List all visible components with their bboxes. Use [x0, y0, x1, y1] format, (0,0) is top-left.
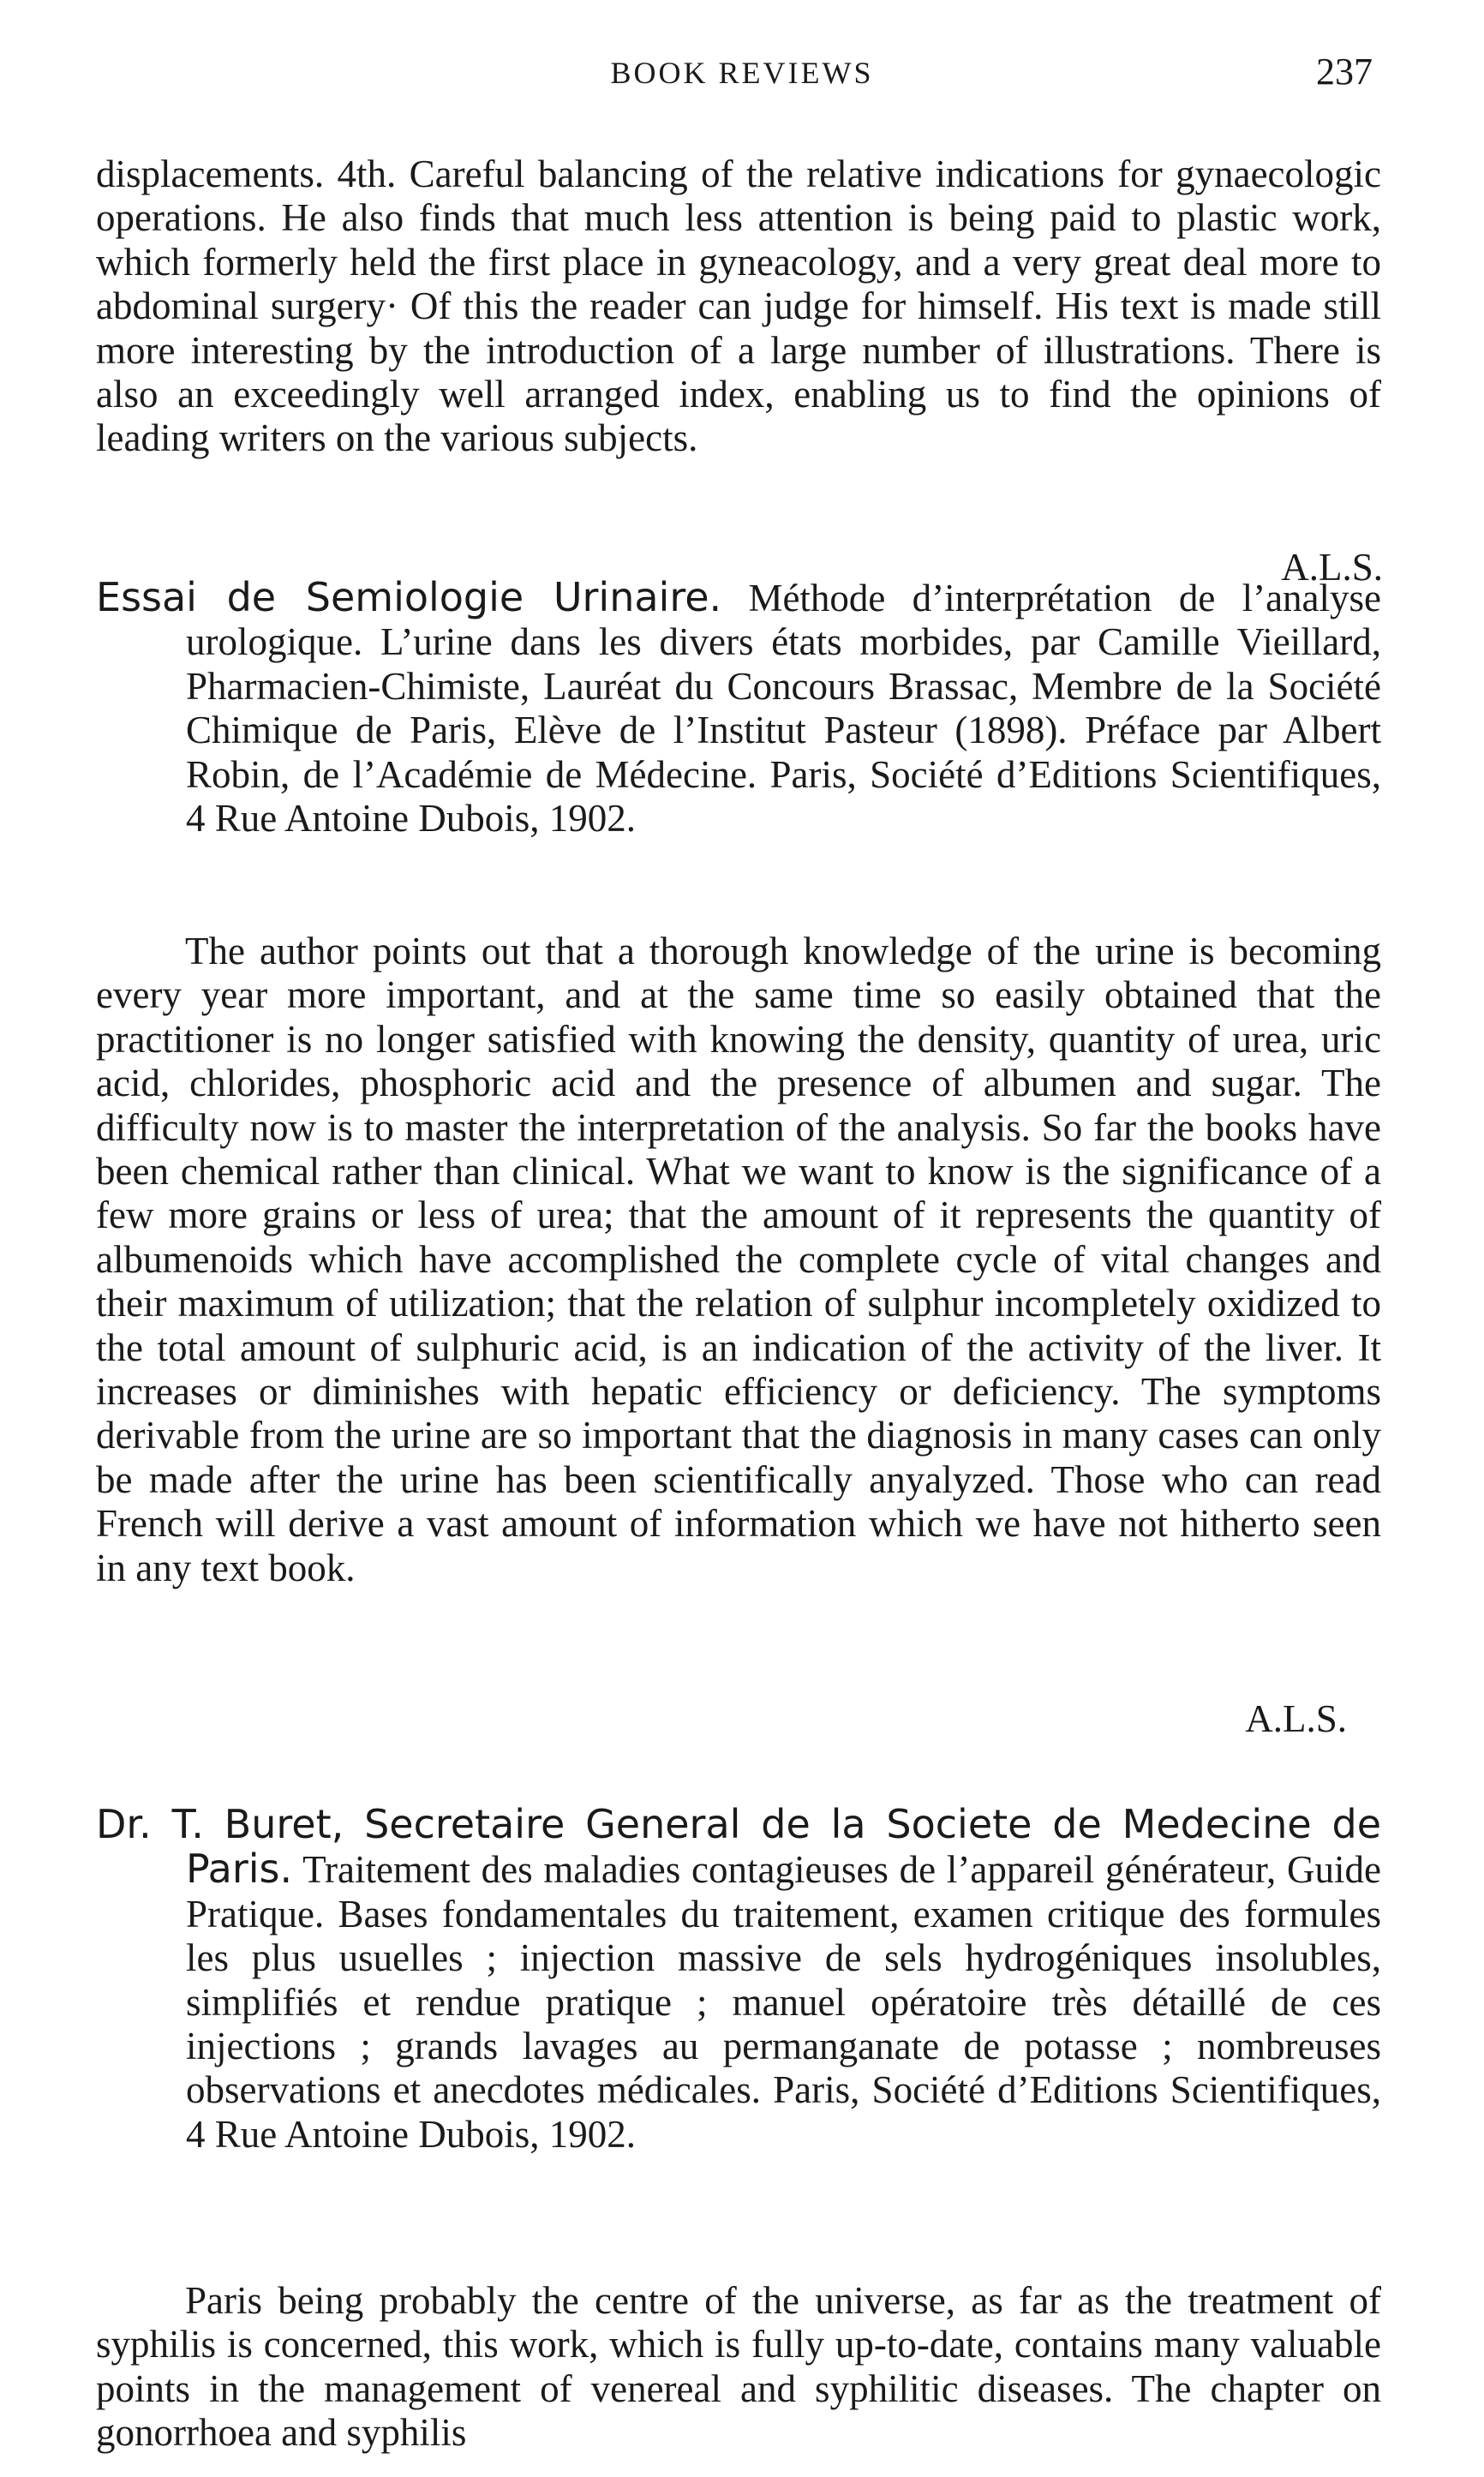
review-2-paragraph — [96, 2279, 1381, 2456]
review-1-paragraph — [96, 930, 1381, 1590]
review-1-body: The author points out that a thorough knowledge of the urine is becoming every year more important, and at the same time so easily obtained that the practitioner is no longer satisfied with knowing the density, quantity of urea, uric acid, chlorides, phosphoric acid and the presence of albumen and sugar. The difficulty now is to master the interpretation of the analysis. So far the books have been chemical rather than clinical. What we want to know is the significance of a few more grains or less of urea; that the amount of it represents the quantity of albumenoids which have accomplished the complete cycle of vital changes and their maximum of utilization; that the relation of sulphur incompletely oxidized to the total amount of sulphuric acid, is an indication of the activity of the liver. It increases or diminishes with hepatic efficiency or deficiency. The symptoms derivable from the urine are so important that the diagnosis in many cases can only be made after the urine has been scientifically anyalyzed. Those who can read French will derive a vast amount of information which we have not hitherto seen in any text book. — [96, 930, 1381, 1589]
review-2-entry — [96, 1803, 1381, 2157]
review-1-signature: A.L.S. — [1245, 1697, 1347, 1740]
review-1-title: Essai de Semiologie Urinaire. — [96, 574, 722, 620]
running-title: BOOK REVIEWS — [610, 56, 874, 90]
page-header — [0, 50, 1484, 110]
review-2-body: Paris being probably the centre of the universe, as far as the treatment of syphilis is concerned, this work, which is fully up-to-date, contains many valuable points in the management of venereal and syphilitic diseases. The chapter on gonorrhoea and syphilis — [96, 2279, 1381, 2455]
review-2-title: Dr. T. Buret, Secretaire General de la Societe de Medecine de Paris. — [96, 1801, 1381, 1893]
review-1-citation: Méthode d’interprétation de l’analyse urologique. L’urine dans les divers états morbides, par Camille Vieillard, Pharmacien-Chimiste, Lauréat du Concours Brassac, Membre de la Société Chimique de Paris, Elève de l’Institut Pasteur (1898). Préface par Albert Robin, de l’Académie de Médecine. Paris, Société d’Editions Scientifiques, 4 Rue Antoine Dubois, 1902. — [186, 577, 1382, 841]
review-1-entry — [96, 576, 1381, 841]
page-number: 237 — [1316, 51, 1373, 93]
continued-review-text: displacements. 4th. Careful balancing of the relative indications for gynaecologic operations. He also finds that much less attention is being paid to plastic work, which formerly held the first place in gyneacology, and a very great deal more to abdominal surgery· Of this the reader can judge for himself. His text is made still more interesting by the introduction of a large number of illustrations. There is also an exceedingly well arranged index, enabling us to find the opinions of leading writers on the various subjects. — [96, 153, 1381, 460]
review-2-citation: Traitement des maladies contagieuses de l’appareil générateur, Guide Pratique. Bases fondamentales du traitement, examen critique des formules les plus usuelles ; injection massive de sels hydrogéniques insolubles, simplifiés et rendue pratique ; manuel opératoire très détaillé de ces injections ; grands lavages au permanganate de potasse ; nombreuses observations et anecdotes médicales. Paris, Société d’Editions Scientifiques, 4 Rue Antoine Dubois, 1902. — [186, 1848, 1382, 2156]
continued-review-paragraph — [96, 153, 1381, 461]
continued-review-signature: A.L.S. — [1281, 546, 1383, 589]
